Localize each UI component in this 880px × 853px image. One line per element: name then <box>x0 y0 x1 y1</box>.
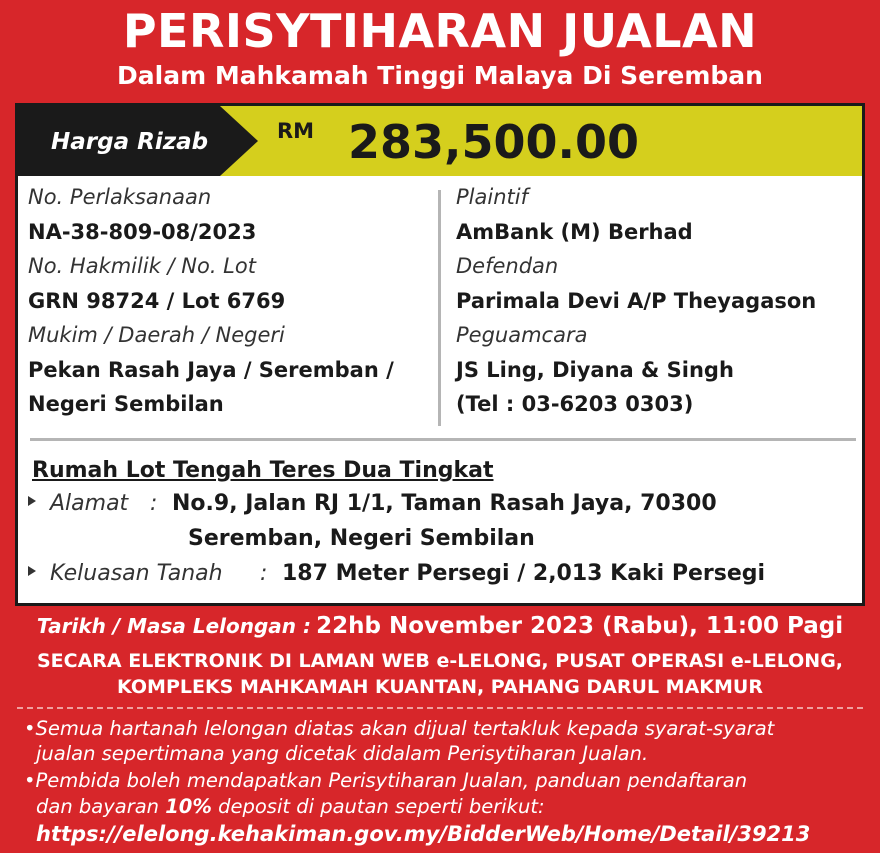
location-value-line2: Negeri Sembilan <box>28 392 224 416</box>
land-area-separator: : <box>260 561 268 586</box>
auction-datetime-value: 22hb November 2023 (Rabu), 11:00 Pagi <box>316 613 844 639</box>
note-1-line2: jualan sepertimana yang dicetak didalam Perisytiharan Jualan. <box>36 742 649 765</box>
dashed-divider <box>17 707 863 709</box>
land-area-label: Keluasan Tanah <box>50 561 223 586</box>
solicitor-value: JS Ling, Diyana & Singh <box>456 357 734 382</box>
note-2-line1 <box>24 768 747 793</box>
title-lot-value: GRN 98724 / Lot 6769 <box>28 288 286 313</box>
note-2-line2-a: dan bayaran <box>36 795 166 818</box>
plaintiff-label: Plaintif <box>456 185 528 209</box>
execution-no-label: No. Perlaksanaan <box>28 185 212 209</box>
solicitor-phone: (Tel : 03-6203 0303) <box>456 392 694 416</box>
reserve-price-value: 283,500.00 <box>348 115 640 169</box>
section-divider <box>30 438 856 441</box>
page-title: PERISYTIHARAN JUALAN <box>122 4 758 58</box>
reserve-price-label: Harga Rizab <box>51 129 209 155</box>
note-2-line2-c: deposit di pautan seperti berikut: <box>211 795 545 818</box>
land-area-row <box>28 561 765 586</box>
bidder-url-link[interactable]: https://elelong.kehakiman.gov.my/BidderWeb/Home/Detail/39213 <box>36 822 811 846</box>
land-area-value: 187 Meter Persegi / 2,013 Kaki Persegi <box>282 561 766 586</box>
defendant-label: Defendan <box>456 254 559 278</box>
details-card <box>15 103 865 606</box>
address-value-line2: Seremban, Negeri Sembilan <box>188 526 535 551</box>
note-1-text: Semua hartanah lelongan diatas akan dijual tertakluk kepada syarat-syarat <box>35 717 775 740</box>
reserve-price-bar <box>18 106 865 176</box>
page-subtitle: Dalam Mahkamah Tinggi Malaya Di Seremban <box>117 61 763 90</box>
property-type-title: Rumah Lot Tengah Teres Dua Tingkat <box>32 458 494 483</box>
details-right-column <box>456 180 861 422</box>
address-label: Alamat <box>50 491 129 516</box>
location-label: Mukim / Daerah / Negeri <box>28 323 285 347</box>
triangle-bullet-icon <box>28 496 36 506</box>
auction-datetime <box>0 613 880 639</box>
address-row <box>28 491 717 516</box>
solicitor-label: Peguamcara <box>456 323 588 347</box>
note-1-line1 <box>24 716 774 741</box>
address-separator: : <box>150 491 158 516</box>
execution-no-value: NA-38-809-08/2023 <box>28 219 257 244</box>
auction-venue-line1: SECARA ELEKTRONIK DI LAMAN WEB e-LELONG, PUSAT OPERASI e-LELONG, <box>36 650 844 672</box>
auction-datetime-label: Tarikh / Masa Lelongan : <box>36 614 311 638</box>
title-lot-label: No. Hakmilik / No. Lot <box>28 254 256 278</box>
defendant-value: Parimala Devi A/P Theyagason <box>456 288 817 313</box>
triangle-bullet-icon <box>28 566 36 576</box>
plaintiff-value: AmBank (M) Berhad <box>456 219 693 244</box>
note-bullet: • <box>24 717 36 740</box>
note-bullet: • <box>24 769 36 792</box>
auction-venue-line2: KOMPLEKS MAHKAMAH KUANTAN, PAHANG DARUL MAKMUR <box>117 676 763 698</box>
note-2-line2 <box>36 794 545 819</box>
address-row-2 <box>188 526 535 551</box>
reserve-price-currency: RM <box>277 119 315 143</box>
deposit-percent: 10% <box>165 795 212 818</box>
column-divider <box>438 190 441 426</box>
address-value-line1: No.9, Jalan RJ 1/1, Taman Rasah Jaya, 70300 <box>172 491 717 516</box>
note-2-text: Pembida boleh mendapatkan Perisytiharan Jualan, panduan pendaftaran <box>35 769 748 792</box>
details-left-column <box>28 180 438 422</box>
location-value: Pekan Rasah Jaya / Seremban / <box>28 357 394 382</box>
